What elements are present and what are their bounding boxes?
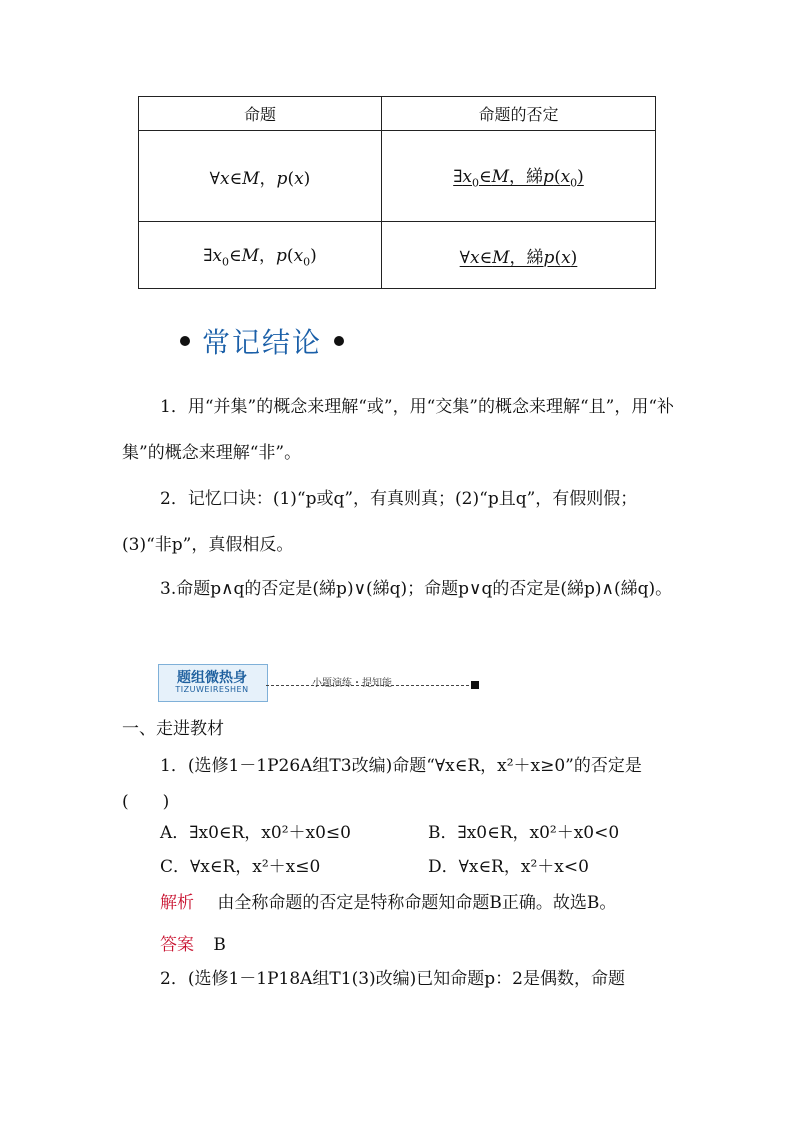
option-b: B．∃x0∈R，x0²＋x0<0 [428,823,620,843]
question-1-stem: 1．(选修1－1P26A组T3改编)命题“∀x∈R，x²＋x≥0”的否定是( ) [122,756,642,812]
conclusion-3: 3.命题p∧q的否定是(綈p)∨(綈q)；命题p∨q的否定是(綈p)∧(綈q)。 [160,579,673,599]
section-heading: 一、走进教材 [122,719,224,739]
option-a: A．∃x0∈R，x0²＋x0≤0 [160,823,351,843]
answer [160,930,226,955]
analysis [160,888,616,913]
option-d: D．∀x∈R，x²＋x<0 [428,857,589,877]
question-2-stem: 2．(选修1－1P18A组T1(3)改编)已知命题p：2是偶数，命题 [160,969,625,989]
table-cell-universal: ∀x∈M，p(x) [139,131,382,222]
answer-value: B [213,935,226,955]
badge-title: 题组微热身 [177,670,247,686]
table-header-negation: 命题的否定 [382,97,656,131]
section-banner [180,318,344,364]
conclusion-2: 2．记忆口诀：(1)“p或q”，有真则真；(2)“p且q”，有假则假；(3)“非p”，真假相反。 [122,489,638,555]
analysis-text: 由全称命题的否定是特称命题知命题B正确。故选B。 [217,893,617,913]
analysis-label: 解析 [160,893,194,913]
table-cell-existential: $\exists x_0\in M$，$p(x_0)$ [139,222,382,289]
option-c: C．∀x∈R，x²＋x≤0 [160,857,321,877]
bullet-dot-icon [334,336,344,346]
negation-table [138,96,656,289]
badge-subtitle: 小题演练・提知能 [312,678,392,689]
bullet-dot-icon [180,336,190,346]
table-cell-existential-negation: ∀x∈M，綈p(x) [382,222,656,289]
answer-label: 答案 [160,935,194,955]
banner-title: 常记结论 [202,326,323,359]
table-cell-universal-negation: $\exists x_0\in M$，綈$p(x_0)$ [382,131,656,222]
badge-pinyin: TIZUWEIRESHEN [175,685,249,694]
table-header-proposition: 命题 [139,97,382,131]
conclusion-1: 1．用“并集”的概念来理解“或”，用“交集”的概念来理解“且”，用“补集”的概念来理解“非”。 [122,397,675,463]
badge-square-icon [471,681,479,689]
section-badge [158,664,482,704]
